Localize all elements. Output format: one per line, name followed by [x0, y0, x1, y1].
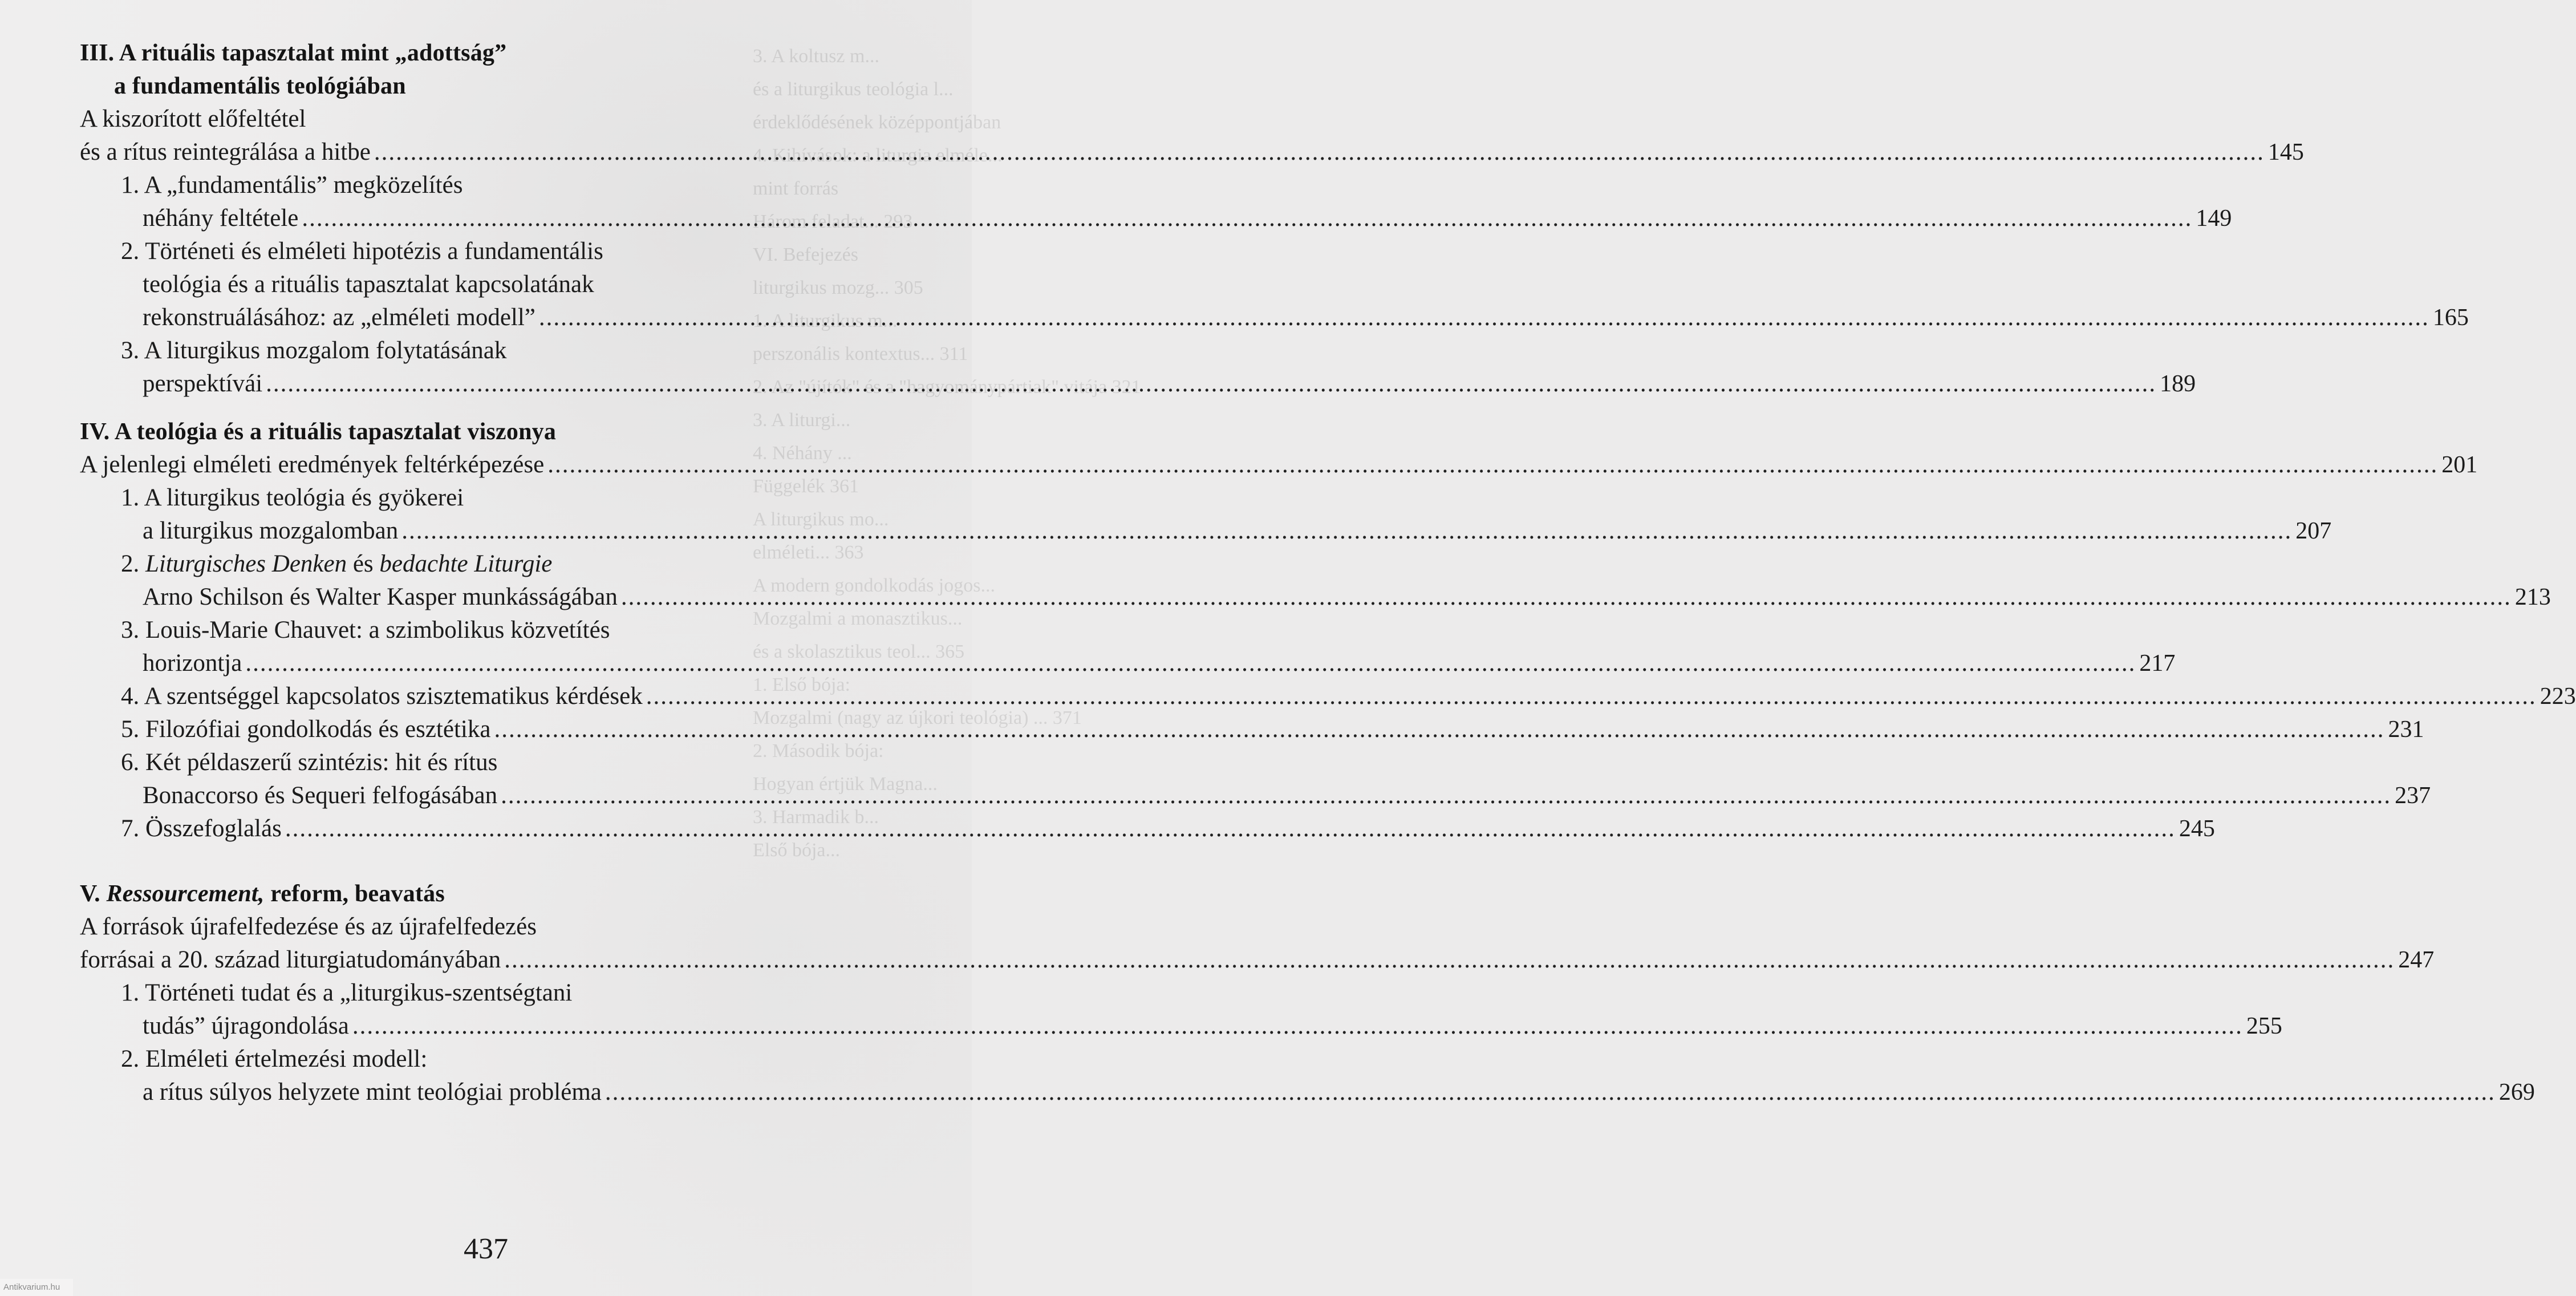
toc-entry-text: forrásai a 20. század liturgiatudományában	[80, 946, 501, 973]
section-title-line: IV. A teológia és a rituális tapasztalat viszonya	[80, 419, 557, 445]
page-number: 165	[2432, 305, 2469, 331]
dot-leader	[285, 812, 2176, 845]
toc-entry	[80, 1010, 2282, 1043]
toc-entry-text: a liturgikus mozgalomban	[143, 517, 399, 544]
toc-item[interactable]	[80, 1043, 2535, 1109]
page-number: 237	[2395, 783, 2431, 809]
toc-item-line: 1. A „fundamentális” megközelítés	[121, 172, 463, 199]
bleed-line: perszonális kontextus... 311	[753, 343, 968, 364]
toc-item-line: 1. Történeti tudat és a „liturgikus-szentségtani	[121, 979, 573, 1006]
page-number: 255	[2246, 1013, 2282, 1039]
dot-leader	[501, 779, 2391, 812]
toc-item-line: 2. Elméleti értelmezési modell:	[121, 1046, 428, 1072]
bleed-line: Mozgalmi a monasztikus...	[753, 608, 963, 629]
toc-item-conjunction: és	[347, 550, 380, 577]
section-title-line: III. A rituális tapasztalat mint „adottság”	[80, 40, 507, 66]
bleed-line: A modern gondolkodás jogos...	[753, 575, 995, 596]
page-number: 231	[2388, 716, 2424, 743]
section-subtitle: A kiszorított előfeltétel	[80, 106, 306, 132]
section-gap	[80, 845, 804, 877]
bleed-line: mint forrás	[753, 178, 839, 199]
toc-item-line	[80, 548, 804, 581]
page-number: 145	[2267, 139, 2304, 165]
page-number: 217	[2139, 650, 2176, 677]
toc-item-line: 6. Két példaszerű szintézis: hit és rítus	[121, 749, 498, 776]
bleed-line: 2. Az "újítók" és a "hagyománypártiak" vitája 321	[753, 376, 1141, 398]
page-number: 189	[2160, 371, 2196, 397]
bleed-line: Mozgalmi (nagy az újkori teológia) ... 371	[753, 707, 1082, 728]
watermark: Antikvarium.hu	[0, 1279, 73, 1296]
toc-entry-text: és a rítus reintegrálása a hitbe	[80, 139, 371, 165]
toc-item-line: 3. A liturgikus mozgalom folytatásának	[121, 337, 507, 364]
bleed-line: 2. Második bója:	[753, 740, 884, 762]
bleed-line: VI. Befejezés	[753, 244, 859, 265]
toc-entry-text: 7. Összefoglalás	[121, 815, 282, 842]
page-number: 207	[2295, 518, 2332, 544]
toc-entry-text: tudás” újragondolása	[143, 1012, 349, 1039]
toc-entry-text: rekonstruálásához: az „elméleti modell”	[143, 304, 536, 331]
bleed-line: 3. A koltusz m...	[753, 46, 879, 67]
dot-leader	[245, 647, 2136, 680]
section-subtitle: A források újrafelfedezése és az újrafelfedezés	[80, 913, 537, 940]
toc-item-italic-title: bedachte Liturgie	[379, 550, 553, 577]
page-number: 269	[2498, 1079, 2535, 1105]
dot-leader	[266, 367, 2156, 400]
dot-leader	[374, 136, 2265, 169]
toc-entry-text: perspektívái	[143, 370, 263, 397]
bleed-line: Hogyan értjük Magna...	[753, 773, 938, 795]
dot-leader	[494, 713, 2384, 746]
toc-entry-text: Arno Schilson és Walter Kasper munkásságában	[143, 584, 618, 610]
toc-entry-text: Bonaccorso és Sequeri felfogásában	[143, 782, 498, 809]
toc-entry	[80, 1076, 2535, 1109]
dot-leader	[547, 448, 2438, 481]
bleed-line: 1. A liturgikus m...	[753, 310, 898, 331]
toc-item[interactable]	[80, 977, 2282, 1043]
dot-leader	[504, 943, 2395, 977]
bleed-line: 3. Harmadik b...	[753, 807, 879, 828]
toc-entry[interactable]	[80, 943, 2435, 977]
page-number-footer: 437	[464, 1233, 508, 1265]
section-title	[80, 415, 804, 448]
page-number: 223	[2540, 683, 2576, 710]
dot-leader	[646, 680, 2537, 713]
bleed-line: Első bója...	[753, 840, 840, 861]
toc-entry-text: 5. Filozófiai gondolkodás és esztétika	[121, 716, 491, 743]
bleed-line: 4. Néhány ...	[753, 443, 852, 464]
section-title-suffix: reform, beavatás	[264, 881, 445, 907]
section-title-prefix: V.	[80, 881, 107, 907]
section-gap	[80, 400, 804, 415]
toc-item-italic-title: Liturgisches Denken	[145, 550, 347, 577]
page-number: 201	[2441, 452, 2478, 478]
toc-entry-text: 4. A szentséggel kapcsolatos szisztematikus kérdések	[121, 683, 643, 710]
toc-item-line: teológia és a rituális tapasztalat kapcsolatának	[143, 271, 594, 298]
bleed-line: A liturgikus mo...	[753, 509, 889, 530]
toc-entry-text: A jelenlegi elméleti eredmények feltérképezése	[80, 451, 545, 478]
bleed-line: elméleti... 363	[753, 542, 864, 563]
toc-entry-text: a rítus súlyos helyzete mint teológiai probléma	[143, 1079, 602, 1105]
dot-leader	[401, 515, 2292, 548]
dot-leader	[539, 301, 2429, 334]
page-number: 247	[2398, 947, 2435, 973]
toc-item-prefix: 2.	[121, 550, 145, 577]
page-number: 149	[2196, 205, 2232, 232]
bleed-line: és a skolasztikus teol... 365	[753, 641, 965, 662]
bleed-line: Függelék 361	[753, 476, 859, 497]
section-title-line: a fundamentális teológiában	[114, 73, 406, 99]
toc-entry-text: néhány feltétele	[143, 205, 299, 232]
bleed-line: Három feladat... 293	[753, 211, 913, 232]
toc-section-v	[80, 877, 2535, 1109]
bleed-line: 3. A liturgi...	[753, 410, 851, 431]
dot-leader	[352, 1010, 2243, 1043]
dot-leader	[302, 202, 2192, 235]
bleed-line: érdeklődésének középpontjában	[753, 112, 1001, 133]
bleed-line: 4. Kihívások: a liturgia elméle...	[753, 145, 1003, 166]
section-title	[80, 877, 804, 910]
toc-item-line: 1. A liturgikus teológia és gyökerei	[121, 484, 464, 511]
dot-leader	[605, 1076, 2496, 1109]
page-number: 245	[2179, 816, 2215, 842]
toc-entry	[80, 515, 2332, 548]
bleed-line: 1. Első bója:	[753, 674, 850, 695]
dot-leader	[621, 581, 2512, 614]
bleed-line: és a liturgikus teológia l...	[753, 79, 954, 100]
toc-item-line: 2. Történeti és elméleti hipotézis a fundamentális	[121, 238, 603, 265]
bleed-line: liturgikus mozg... 305	[753, 277, 923, 298]
toc-entry-text: horizontja	[143, 650, 242, 677]
page-number: 213	[2514, 584, 2551, 610]
section-title	[80, 37, 804, 103]
toc-item-line: 3. Louis-Marie Chauvet: a szimbolikus közvetítés	[121, 617, 610, 643]
section-title-italic: Ressourcement,	[106, 881, 265, 907]
